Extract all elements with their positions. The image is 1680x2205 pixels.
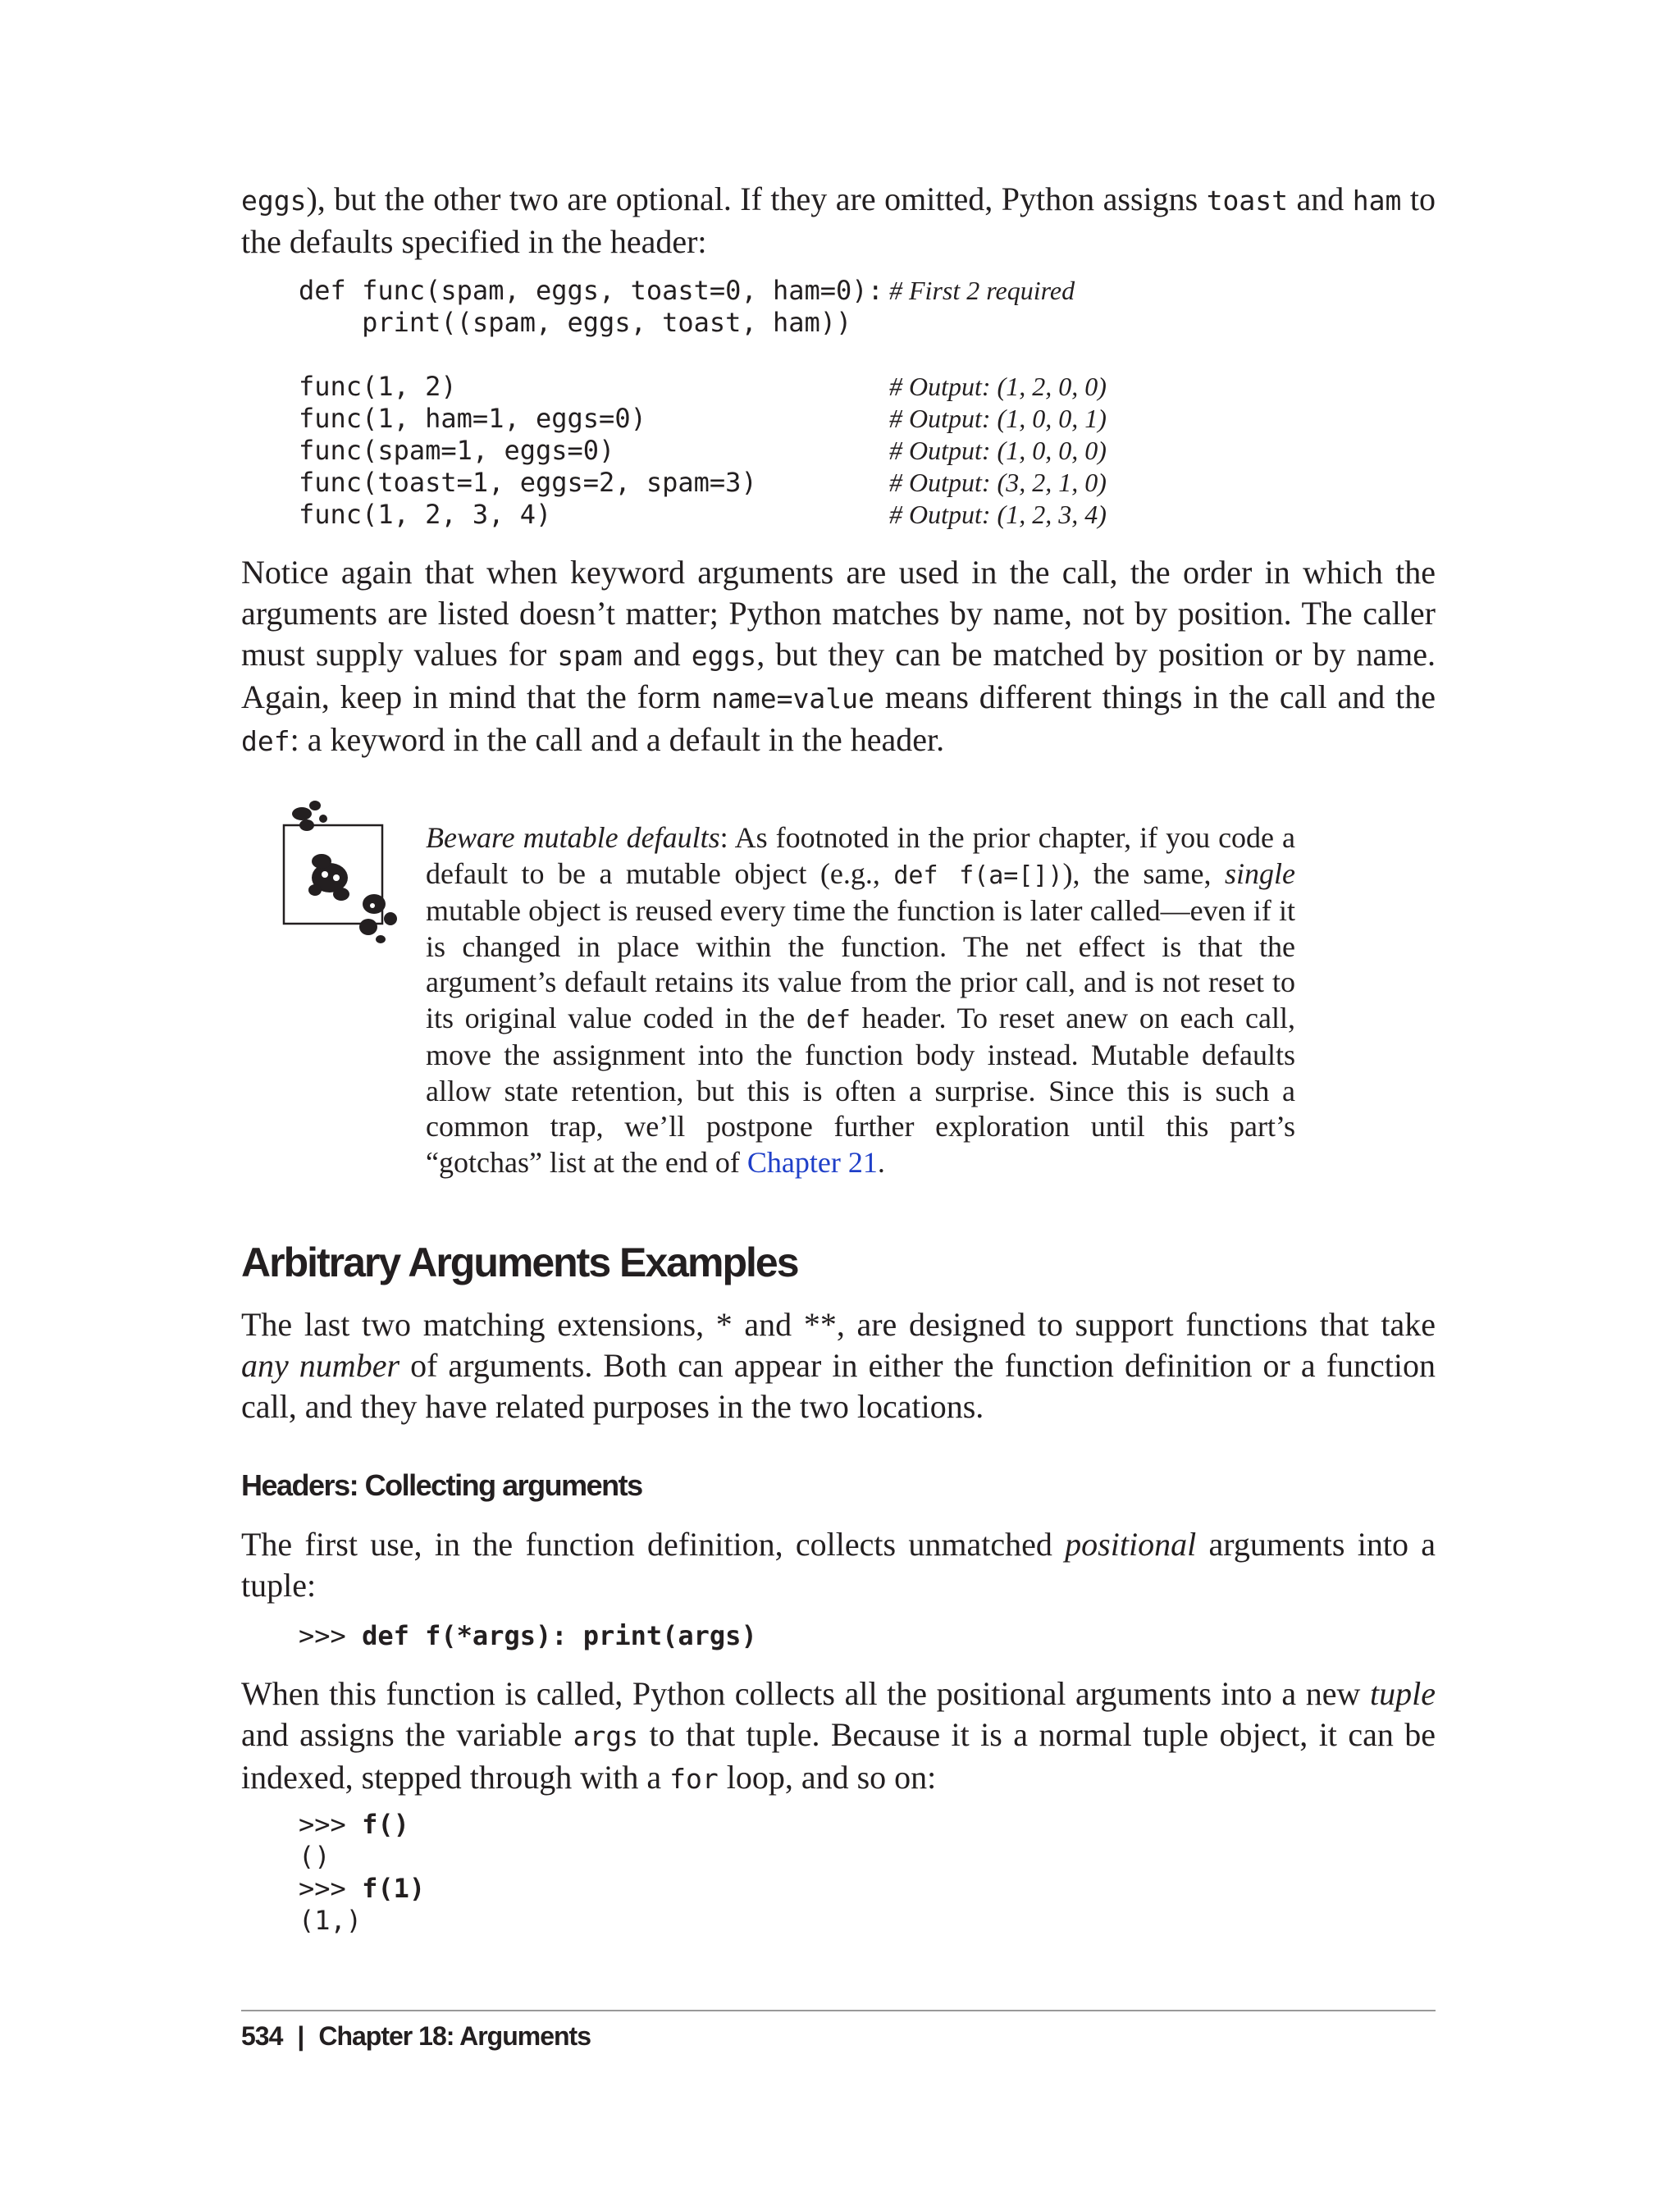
code-line: print((spam, eggs, toast, ham)) — [299, 307, 852, 338]
paragraph-collecting: The first use, in the function definition, collects unmatched positional arguments into a tuple: — [241, 1526, 1436, 1604]
code-line: def func(spam, eggs, toast=0, ham=0): # First 2 required — [299, 275, 1075, 306]
paragraph-intro: eggs), but the other two are optional. If they are omitted, Python assigns toast and ham to the defaults specified in the header: — [241, 180, 1436, 260]
raccoon-warning-icon — [282, 796, 422, 960]
section-heading: Arbitrary Arguments Examples — [241, 1239, 798, 1285]
code-eggs: eggs — [241, 185, 307, 217]
code-line: func(spam=1, eggs=0) # Output: (1, 0, 0, 0) — [299, 435, 1107, 466]
code-ham: ham — [1352, 185, 1402, 217]
footer-rule — [241, 2010, 1436, 2011]
subsection-heading: Headers: Collecting arguments — [241, 1468, 642, 1502]
code-toast: toast — [1206, 185, 1289, 217]
paragraph-keyword-order: Notice again that when keyword arguments are used in the call, the order in which the arguments are listed doesn’t matter; Python matches by name, not by position. The caller must supply values for spam and eggs, but they can be matched by position or by name. Again, keep in mind that the form name=value means different things in the call and the def: a keyword in the call and a default in the header. — [241, 554, 1436, 758]
footer-separator: | — [297, 2021, 304, 2051]
code-line: func(1, 2, 3, 4) # Output: (1, 2, 3, 4) — [299, 499, 1107, 530]
code-block-defaults — [299, 275, 1365, 531]
page-footer — [241, 2021, 591, 2052]
code-line — [299, 339, 1365, 371]
chapter-21-link[interactable]: Chapter 21 — [746, 1145, 878, 1179]
paragraph-tuple: When this function is called, Python collects all the positional arguments into a new tuple and assigns the variable args to that tuple. Because it is a normal tuple object, it can be indexed, stepped through with a for loop, and so on: — [241, 1675, 1436, 1796]
code-line: func(1, 2) # Output: (1, 2, 0, 0) — [299, 371, 1107, 402]
page-number: 534 — [241, 2021, 283, 2051]
note-text-body: Beware mutable defaults: As footnoted in the prior chapter, if you code a default to be a mutable object (e.g., def f(a=[])), the same, single mutable object is reused every time the function is later called—even if it is changed in place within the function. The net effect is that the argument’s default retains its value from the prior call, and is not reset to its original value coded in the def header. To reset anew on each call, move the assignment into the function body instead. Mutable defaults allow state retention, but this is often a surprise. Since this is such a common trap, we’ll postpone further exploration until this part’s “gotchas” list at the end of Chapter 21. — [426, 821, 1296, 1179]
code-line: func(1, ham=1, eggs=0) # Output: (1, 0, 0, 1) — [299, 403, 1107, 434]
code-block-def-args: >>> def f(*args): print(args) — [299, 1620, 757, 1651]
chapter-title: Chapter 18: Arguments — [318, 2021, 591, 2051]
code-line: func(toast=1, eggs=2, spam=3) # Output: (3, 2, 1, 0) — [299, 467, 1107, 498]
paragraph-arbitrary-intro: The last two matching extensions, * and **, are designed to support functions that take any number of arguments. Both can appear in either the function definition or a function call, and they have related purposes in the two locations. — [241, 1306, 1436, 1425]
